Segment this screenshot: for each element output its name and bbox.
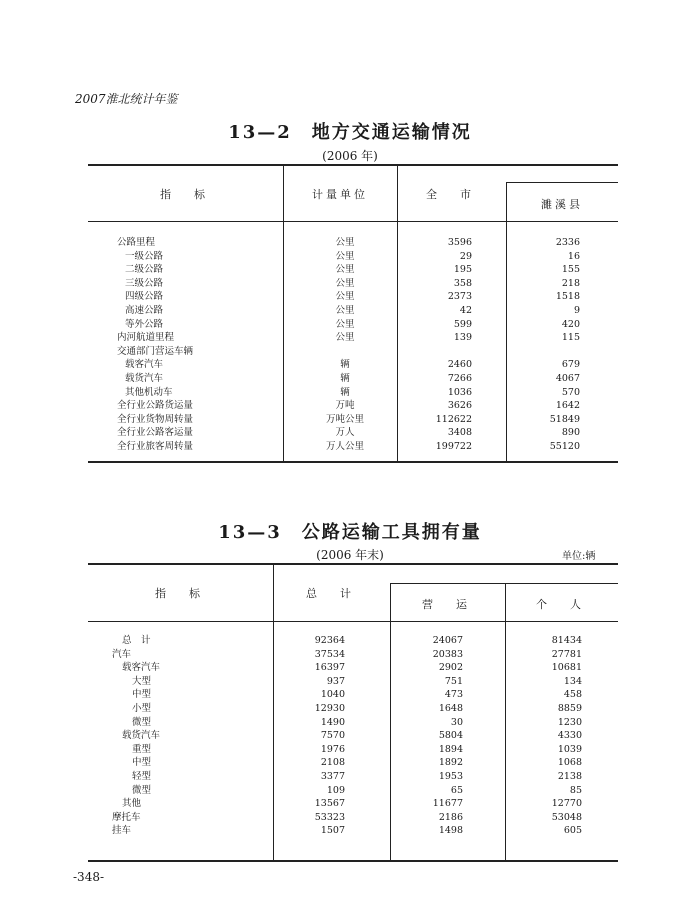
row-total-value: 1507 <box>320 825 345 837</box>
row-city-value: 195 <box>453 264 472 276</box>
row-total-value: 37534 <box>314 648 345 660</box>
row-private-value: 12770 <box>551 798 582 810</box>
row-operating-value: 24067 <box>432 635 463 646</box>
table-row <box>0 661 700 675</box>
row-label: 总 计 <box>122 635 151 646</box>
row-unit: 公里 <box>335 250 355 262</box>
row-city-value: 358 <box>453 277 472 289</box>
row-label: 交通部门营运车辆 <box>117 345 194 357</box>
row-total-value: 13567 <box>314 798 345 810</box>
row-total-value: 7570 <box>320 730 345 742</box>
table-row <box>0 824 700 838</box>
table2-header-indicator: 指 标 <box>155 587 206 600</box>
table-row <box>0 770 700 784</box>
row-total-value: 12930 <box>314 703 345 714</box>
row-label: 全行业公路货运量 <box>117 400 194 412</box>
row-private-value: 81434 <box>551 635 582 646</box>
row-label: 小型 <box>132 703 152 714</box>
table2-header-operating: 营 运 <box>422 598 473 611</box>
row-operating-value: 751 <box>444 675 463 687</box>
row-unit: 万吨公里 <box>325 413 364 425</box>
row-total-value: 2108 <box>320 757 345 769</box>
row-private-value: 53048 <box>551 811 582 823</box>
row-unit: 辆 <box>340 359 350 371</box>
row-total-value: 1040 <box>320 689 345 701</box>
table-row <box>0 250 700 264</box>
row-label: 大型 <box>132 675 152 687</box>
row-private-value: 4330 <box>557 730 582 742</box>
table1-header-unit: 计量单位 <box>312 188 368 201</box>
row-private-value: 8859 <box>557 703 582 714</box>
row-label: 微型 <box>132 716 152 728</box>
row-city-value: 2373 <box>447 291 472 303</box>
row-operating-value: 5804 <box>438 730 463 742</box>
row-county-value: 1518 <box>555 291 580 303</box>
row-operating-value: 30 <box>450 716 463 728</box>
table1-header-city: 全 市 <box>426 188 477 201</box>
row-private-value: 605 <box>563 825 582 837</box>
row-private-value: 2138 <box>557 771 582 782</box>
row-label: 全行业货物周转量 <box>117 413 194 425</box>
row-private-value: 1230 <box>557 716 582 728</box>
row-county-value: 115 <box>561 332 580 344</box>
row-label: 全行业公路客运量 <box>117 427 194 439</box>
row-label: 摩托车 <box>112 811 141 823</box>
table-row <box>0 399 700 413</box>
row-label: 中型 <box>132 689 152 701</box>
table2-header-private: 个 人 <box>536 598 587 611</box>
row-label: 中型 <box>132 757 152 769</box>
table-row <box>0 331 700 345</box>
row-county-value: 16 <box>567 250 580 262</box>
table2-header-total: 总 计 <box>306 587 357 600</box>
row-unit: 公里 <box>335 277 355 289</box>
row-label: 高速公路 <box>125 305 164 316</box>
table-row <box>0 386 700 400</box>
row-city-value: 599 <box>453 318 472 330</box>
row-private-value: 1039 <box>557 743 582 755</box>
row-city-value: 2460 <box>447 359 472 371</box>
row-county-value: 155 <box>561 264 580 276</box>
row-total-value: 1976 <box>320 743 345 755</box>
row-unit: 公里 <box>335 237 355 248</box>
table-row <box>0 236 700 250</box>
row-city-value: 3596 <box>447 237 472 248</box>
row-city-value: 29 <box>459 250 472 262</box>
row-unit: 万吨 <box>335 400 355 412</box>
row-label: 三级公路 <box>125 277 164 289</box>
table2-unit-note: 单位:辆 <box>562 551 596 562</box>
row-label: 微型 <box>132 784 152 796</box>
row-county-value: 890 <box>561 427 580 439</box>
row-county-value: 51849 <box>549 413 580 425</box>
row-unit: 公里 <box>335 264 355 276</box>
table1-subtitle: (2006 年) <box>322 149 378 163</box>
row-total-value: 937 <box>326 675 345 687</box>
row-label: 挂车 <box>112 825 132 837</box>
row-label: 汽车 <box>112 648 132 660</box>
table-row <box>0 372 700 386</box>
row-unit: 公里 <box>335 318 355 330</box>
row-label: 一级公路 <box>125 250 164 262</box>
row-city-value: 199722 <box>435 441 472 452</box>
row-city-value: 139 <box>453 332 472 344</box>
row-label: 内河航道里程 <box>117 332 175 344</box>
table-row <box>0 688 700 702</box>
row-operating-value: 2902 <box>438 662 463 674</box>
row-operating-value: 1648 <box>438 703 463 714</box>
row-label: 载客汽车 <box>122 662 161 674</box>
table-row <box>0 358 700 372</box>
row-label: 其他机动车 <box>125 386 173 398</box>
row-county-value: 2336 <box>555 237 580 248</box>
table-row <box>0 797 700 811</box>
row-county-value: 420 <box>561 318 580 330</box>
row-operating-value: 473 <box>444 689 463 701</box>
row-label: 轻型 <box>132 771 152 782</box>
row-unit: 公里 <box>335 305 355 316</box>
row-unit: 万人公里 <box>325 441 364 452</box>
table-row <box>0 648 700 662</box>
row-county-value: 9 <box>573 305 580 316</box>
table-row <box>0 345 700 359</box>
table-row <box>0 318 700 332</box>
table2-subtitle: (2006 年末) <box>316 548 384 562</box>
row-label: 等外公路 <box>125 318 164 330</box>
row-unit: 公里 <box>335 291 355 303</box>
row-county-value: 55120 <box>549 441 580 452</box>
row-label: 二级公路 <box>125 264 164 276</box>
table-row <box>0 784 700 798</box>
row-city-value: 1036 <box>447 386 472 398</box>
row-label: 载货汽车 <box>125 373 164 384</box>
table1-header-indicator: 指 标 <box>160 188 211 201</box>
row-total-value: 53323 <box>314 811 345 823</box>
row-private-value: 458 <box>563 689 582 701</box>
row-county-value: 679 <box>561 359 580 371</box>
table-row <box>0 756 700 770</box>
table1-title: 13—2 地方交通运输情况 <box>228 122 472 143</box>
table-row <box>0 440 700 454</box>
table-row <box>0 290 700 304</box>
row-city-value: 42 <box>459 305 472 316</box>
row-city-value: 3626 <box>447 400 472 412</box>
row-unit: 万人 <box>335 427 355 439</box>
page-number: -348- <box>73 870 105 884</box>
table2-header-rule <box>88 621 618 622</box>
table-row <box>0 634 700 648</box>
table-row <box>0 675 700 689</box>
row-unit: 公里 <box>335 332 355 344</box>
row-label: 载货汽车 <box>122 730 161 742</box>
row-operating-value: 1953 <box>438 771 463 782</box>
table-row <box>0 729 700 743</box>
row-city-value: 7266 <box>447 373 472 384</box>
row-label: 其他 <box>122 798 142 810</box>
yearbook-title: 2007淮北统计年鉴 <box>75 92 178 106</box>
row-city-value: 112622 <box>435 413 472 425</box>
table-row <box>0 743 700 757</box>
table2-bottom-rule <box>88 860 618 862</box>
table2-sub-rule <box>390 583 618 584</box>
row-operating-value: 1498 <box>438 825 463 837</box>
row-operating-value: 65 <box>450 784 463 796</box>
row-operating-value: 20383 <box>432 648 463 660</box>
table-row <box>0 426 700 440</box>
row-total-value: 16397 <box>314 662 345 674</box>
table-row <box>0 263 700 277</box>
table2-title: 13—3 公路运输工具拥有量 <box>218 522 482 543</box>
row-label: 重型 <box>132 743 152 755</box>
row-label: 载客汽车 <box>125 359 164 371</box>
row-total-value: 1490 <box>320 716 345 728</box>
table1-header-rule <box>88 221 618 222</box>
table-row <box>0 716 700 730</box>
row-total-value: 109 <box>326 784 345 796</box>
table-row <box>0 304 700 318</box>
row-private-value: 85 <box>569 784 582 796</box>
row-operating-value: 11677 <box>432 798 463 810</box>
table1-county-rule <box>506 182 618 183</box>
row-county-value: 218 <box>561 277 580 289</box>
row-county-value: 570 <box>561 386 580 398</box>
row-label: 四级公路 <box>125 291 164 303</box>
table1-bottom-rule <box>88 461 618 463</box>
row-operating-value: 1894 <box>438 743 463 755</box>
row-city-value: 3408 <box>447 427 472 439</box>
row-private-value: 134 <box>563 675 582 687</box>
row-total-value: 3377 <box>320 771 345 782</box>
row-county-value: 1642 <box>555 400 580 412</box>
table-row <box>0 702 700 716</box>
row-county-value: 4067 <box>555 373 580 384</box>
row-label: 全行业旅客周转量 <box>117 441 194 452</box>
table-row <box>0 413 700 427</box>
table2-top-rule <box>88 563 618 565</box>
row-unit: 辆 <box>340 386 350 398</box>
row-total-value: 92364 <box>314 635 345 646</box>
row-operating-value: 1892 <box>438 757 463 769</box>
row-private-value: 1068 <box>557 757 582 769</box>
table-row <box>0 277 700 291</box>
row-private-value: 10681 <box>551 662 582 674</box>
row-unit: 辆 <box>340 373 350 384</box>
row-private-value: 27781 <box>551 648 582 660</box>
row-label: 公路里程 <box>117 237 156 248</box>
table1-top-rule <box>88 164 618 166</box>
row-operating-value: 2186 <box>438 811 463 823</box>
table1-header-county: 濉溪县 <box>541 198 583 211</box>
table-row <box>0 811 700 825</box>
